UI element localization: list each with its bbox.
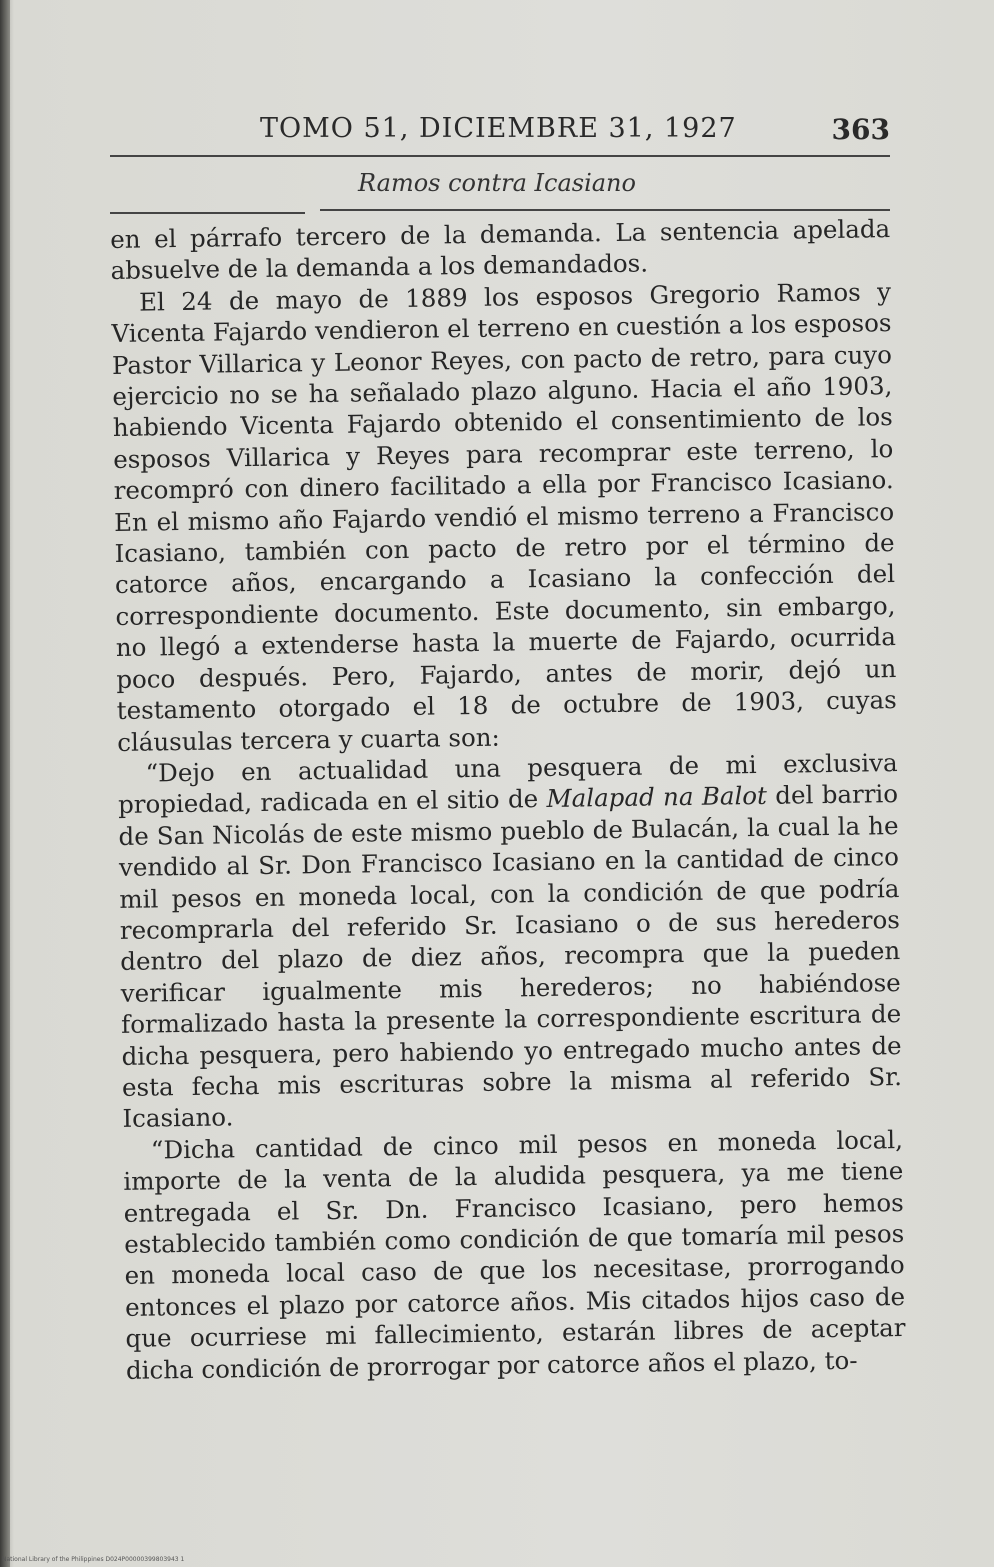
page-number: 363 [831,113,890,146]
library-stamp: National Library of the Philippines D024P00000399803943 1 [2,1556,185,1563]
paragraph-4: “Dicha cantidad de cinco mil pesos en moneda local, importe de la venta de la aludida pesquera, ya me tiene entregada el Sr. Dn. Francisco Icasiano, pero hemos establecido también como condición de que tomaría mil pesos en moneda local caso de que los necesitase, prorrogando entonces el plazo por catorce años. Mis citados hijos caso de que ocurriese mi fallecimiento, estarán libres de aceptar dicha condición de prorrogar por catorce años el plazo, to- [123,1124,906,1385]
paragraph-1: en el párrafo tercero de la demanda. La sentencia apelada absuelve de la demanda a los demandados. [110,214,891,286]
paragraph-3 [117,747,902,1135]
title-rule-right [320,209,890,211]
page-header [110,113,890,153]
paragraph-2: El 24 de mayo de 1889 los esposos Gregorio Ramos y Vicenta Fajardo vendieron el terreno en cuestión a los esposos Pastor Villarica y Leonor Reyes, con pacto de retro, para cuyo ejercicio no se ha señalado plazo alguno. Hacia el año 1903, habiendo Vicenta Fajardo obtenido el consentimiento de los esposos Villarica y Reyes para recomprar este terreno, lo recompró con dinero facilitado a ella por Francisco Icasiano. En el mismo año Fajardo vendió el mismo terreno a Francisco Icasiano, también con pacto de retro por el término de catorce años, encargando a Icasiano la confección del correspondiente documento. Este documento, sin embargo, no llegó a extenderse hasta la muerte de Fajardo, ocurrida poco después. Pero, Fajardo, antes de morir, dejó un testamento otorgado el 18 de octubre de 1903, cuyas cláusulas tercera y cuarta son: [111,276,897,757]
header-rule [110,155,890,157]
title-rule-left [110,212,305,214]
running-head: TOMO 51, DICIEMBRE 31, 1927 [260,113,737,144]
paragraph-3-end: del barrio de San Nicolás de este mismo pueblo de Bulacán, la cual la he vendido al Sr. Don Francisco Icasiano en la cantidad de cinco mil pesos en moneda local, con la condición de que podría recomprarla del referido Sr. Icasiano o de sus herederos dentro del plazo de diez años, recompra que la pueden verificar igualmente mis herederos; no habiéndose formalizado hasta la presente la correspondiente escritura de dicha pesquera, pero habiendo yo entregado mucho antes de esta fecha mis escrituras sobre la misma al referido Sr. Icasiano. [118,779,903,1134]
place-name-italic: Malapad na Balot [546,781,768,814]
book-spine-shadow [0,0,10,1567]
paragraph-3-start: “Dejo en actualidad una pesquera de mi exclusiva propiedad, radicada en el sitio de [117,747,898,820]
body-text [110,213,906,1386]
case-title: Ramos contra Icasiano [358,169,636,197]
